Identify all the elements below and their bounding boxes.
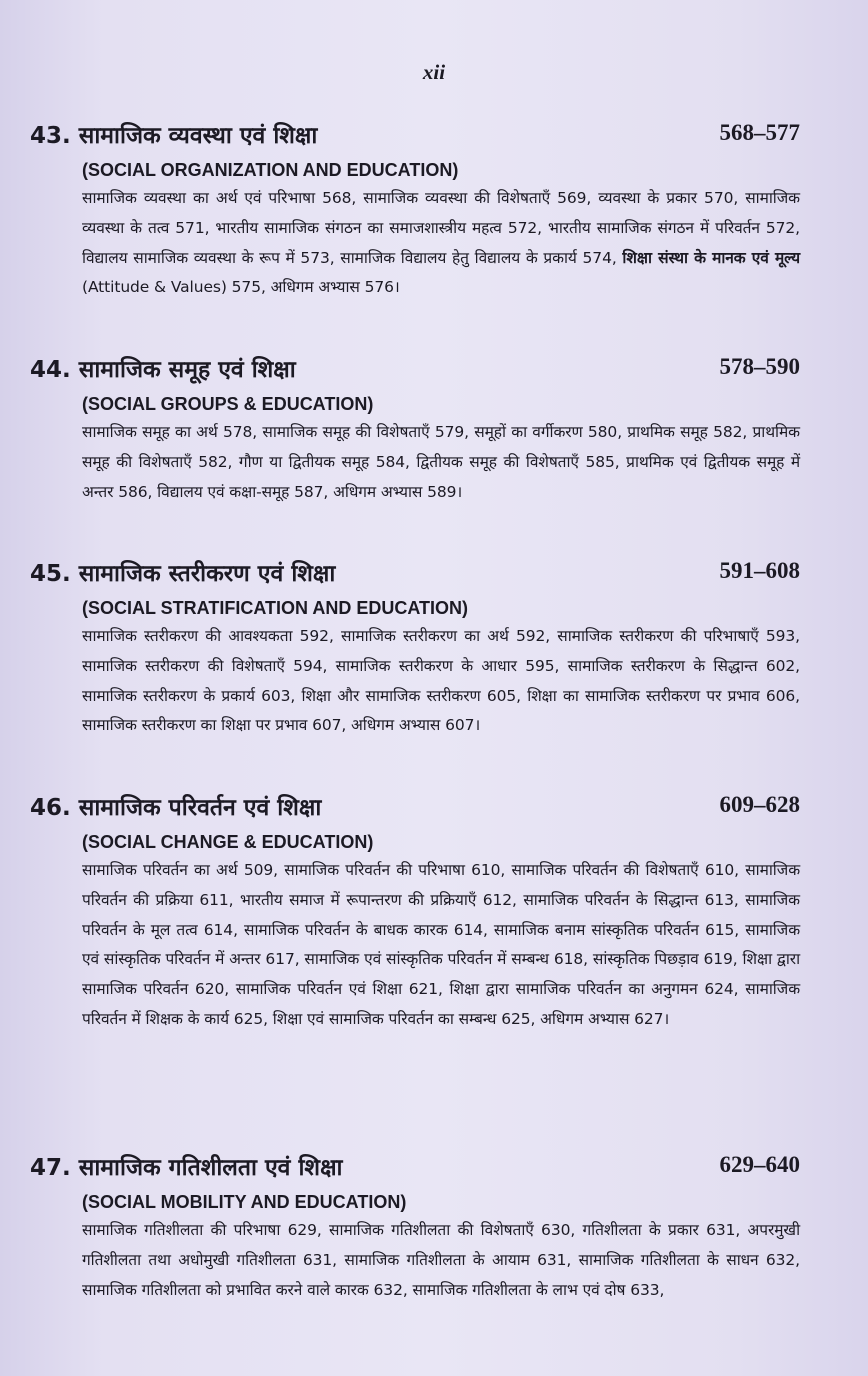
chapter-title-hindi: सामाजिक समूह एवं शिक्षा (78, 357, 296, 383)
toc-entry-43 (30, 118, 800, 303)
chapter-title (30, 556, 335, 588)
chapter-page-range: 591–608 (719, 558, 800, 583)
chapter-title (30, 790, 321, 822)
chapter-heading (30, 790, 800, 830)
chapter-number: 47. (30, 1155, 71, 1181)
chapter-contents: सामाजिक समूह का अर्थ 578, सामाजिक समूह की विशेषताएँ 579, समूहों का वर्गीकरण 580, प्राथमिक समूह 582, प्राथमिक समूह की विशेषताएँ 582, गौण या द्वितीयक समूह 584, द्वितीयक समूह की विशेषताएँ 585, प्राथमिक एवं द्वितीयक समूह में अन्तर 586, विद्यालय एवं कक्षा-समूह 587, अधिगम अभ्यास 589। (82, 423, 800, 501)
chapter-contents-text: सामाजिक व्यवस्था का अर्थ एवं परिभाषा 568, सामाजिक व्यवस्था की विशेषताएँ 569, व्यवस्था के प्रकार 570, सामाजिक व्यवस्था के तत्व 571, भारतीय सामाजिक संगठन का समाजशास्त्रीय महत्व 572, भारतीय सामाजिक संगठन में परिवर्तन 572, विद्यालय सामाजिक व्यवस्था के रूप में 573, सामाजिक विद्यालय हेतु विद्यालय के प्रकार्य 574, (82, 189, 800, 267)
chapter-title-english: (SOCIAL MOBILITY AND EDUCATION) (82, 1192, 407, 1212)
toc-entry-45 (30, 556, 800, 741)
chapter-number: 45. (30, 561, 71, 587)
chapter-title (30, 352, 296, 384)
toc-entry-47 (30, 1150, 800, 1305)
chapter-number: 46. (30, 795, 71, 821)
chapter-title-english: (SOCIAL STRATIFICATION AND EDUCATION) (82, 598, 468, 618)
chapter-contents: सामाजिक गतिशीलता की परिभाषा 629, सामाजिक गतिशीलता की विशेषताएँ 630, गतिशीलता के प्रकार 631, अपरमुखी गतिशीलता तथा अधोमुखी गतिशीलता 631, सामाजिक गतिशीलता के आयाम 631, सामाजिक गतिशीलता के साधन 632, सामाजिक गतिशीलता को प्रभावित करने वाले कारक 632, सामाजिक गतिशीलता के लाभ एवं दोष 633, (82, 1221, 800, 1299)
chapter-title-english: (SOCIAL GROUPS & EDUCATION) (82, 394, 374, 414)
toc-entry-44 (30, 352, 800, 507)
chapter-contents-bold: शिक्षा संस्था के मानक एवं मूल्य (622, 248, 801, 267)
page-number: xii (422, 60, 446, 84)
chapter-title-english: (SOCIAL ORGANIZATION AND EDUCATION) (82, 160, 459, 180)
chapter-contents: सामाजिक परिवर्तन का अर्थ 509, सामाजिक परिवर्तन की परिभाषा 610, सामाजिक परिवर्तन की विशेषताएँ 610, सामाजिक परिवर्तन की प्रक्रिया 611, भारतीय समाज में रूपान्तरण की प्रक्रियाएँ 612, सामाजिक परिवर्तन के सिद्धान्त 613, सामाजिक परिवर्तन के मूल तत्व 614, सामाजिक परिवर्तन के बाधक कारक 614, सामाजिक बनाम सांस्कृतिक परिवर्तन 615, सामाजिक एवं सांस्कृतिक परिवर्तन में अन्तर 617, सामाजिक एवं सांस्कृतिक परिवर्तन में सम्बन्ध 618, सांस्कृतिक पिछड़ाव 619, शिक्षा द्वारा सामाजिक परिवर्तन 620, सामाजिक परिवर्तन एवं शिक्षा 621, शिक्षा द्वारा सामाजिक परिवर्तन का अनुगमन 624, सामाजिक परिवर्तन में शिक्षक के कार्य 625, शिक्षा एवं सामाजिक परिवर्तन का सम्बन्ध 625, अधिगम अभ्यास 627। (82, 861, 800, 1028)
chapter-page-range: 578–590 (719, 354, 800, 379)
chapter-page-range: 568–577 (719, 120, 800, 145)
chapter-title-hindi: सामाजिक परिवर्तन एवं शिक्षा (78, 795, 322, 821)
chapter-title-hindi: सामाजिक गतिशीलता एवं शिक्षा (78, 1155, 343, 1181)
chapter-contents (82, 184, 800, 303)
chapter-contents: सामाजिक स्तरीकरण की आवश्यकता 592, सामाजिक स्तरीकरण का अर्थ 592, सामाजिक स्तरीकरण की परिभाषाएँ 593, सामाजिक स्तरीकरण की विशेषताएँ 594, सामाजिक स्तरीकरण के आधार 595, सामाजिक स्तरीकरण के सिद्धान्त 602, सामाजिक स्तरीकरण के प्रकार्य 603, शिक्षा और सामाजिक स्तरीकरण 605, शिक्षा का सामाजिक स्तरीकरण पर प्रभाव 606, सामाजिक स्तरीकरण का शिक्षा पर प्रभाव 607, अधिगम अभ्यास 607। (82, 627, 800, 735)
chapter-title-hindi: सामाजिक व्यवस्था एवं शिक्षा (78, 123, 318, 149)
chapter-title-hindi: सामाजिक स्तरीकरण एवं शिक्षा (78, 561, 336, 587)
chapter-title (30, 118, 317, 150)
chapter-page-range: 629–640 (719, 1152, 800, 1177)
chapter-heading (30, 118, 800, 158)
chapter-heading (30, 1150, 800, 1190)
chapter-heading (30, 556, 800, 596)
chapter-title-english: (SOCIAL CHANGE & EDUCATION) (82, 832, 374, 852)
chapter-number: 44. (30, 357, 71, 383)
chapter-page-range: 609–628 (719, 792, 800, 817)
chapter-number: 43. (30, 123, 71, 149)
toc-entry-46 (30, 790, 800, 1035)
chapter-title (30, 1150, 343, 1182)
chapter-contents-tail: (Attitude & Values) 575, अधिगम अभ्यास 576। (82, 278, 400, 297)
chapter-heading (30, 352, 800, 392)
